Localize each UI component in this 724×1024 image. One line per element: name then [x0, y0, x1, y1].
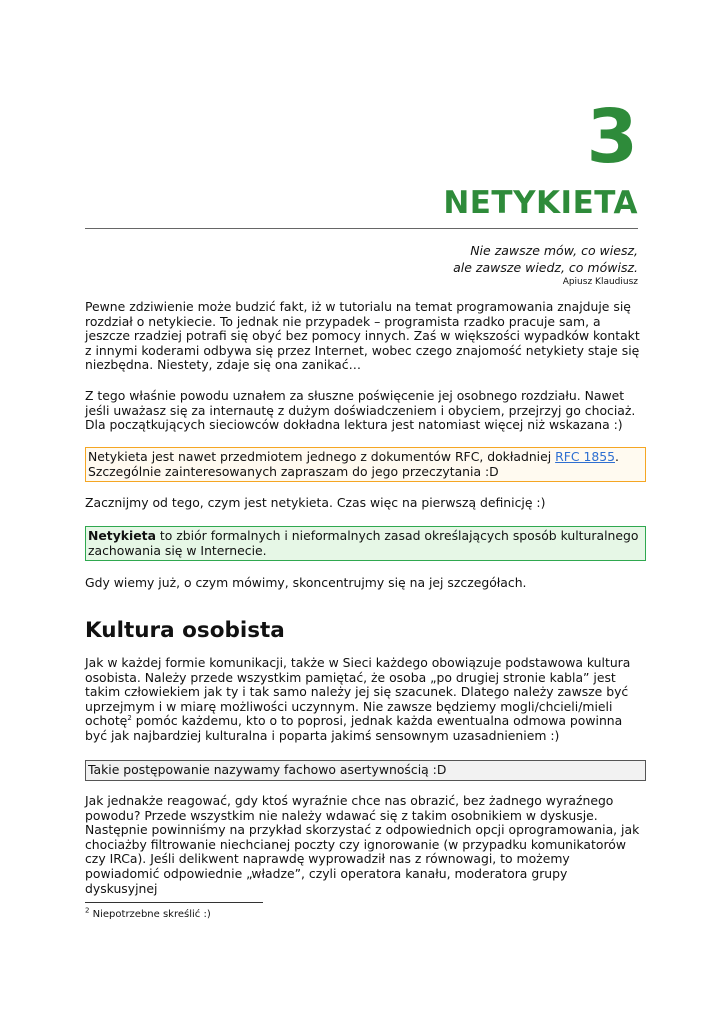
rfc-note-text-1: Netykieta jest nawet przedmiotem jednego z dokumentów RFC, dokładniej — [88, 449, 556, 464]
footnote-mark: 2 — [85, 906, 90, 915]
assertiveness-box: Takie postępowanie nazywamy fachowo asertywnością :D — [85, 760, 646, 781]
epigraph-line-2: ale zawsze wiedz, co mówisz. — [453, 260, 638, 275]
reason-paragraph: Z tego właśnie powodu uznałem za słuszne poświęcenie jej osobnego rozdziału. Nawet jeśli uważasz się za internautę z dużym doświadczeniem i obyciem, przejrzyj go chociaż. Dla początkujących sieciowców dokładna lektura jest natomiast więcej niż wskazana :) — [85, 388, 636, 433]
culture-text-1: Jak w każdej formie komunikacji, także w Sieci każdego obowiązuje podstawowa kultura osobista. Należy przede wszystkim pamiętać, że osoba „po drugiej stronie kabla” jest takim człowiekiem jak ty i tak samo należy jej się szacunek. Dlatego należy zawsze być uprzejmym i w miarę możliwości uczynnym. Nie zawsze będziemy mogli/chcieli/mieli ochotę — [85, 655, 631, 729]
intro-paragraph: Pewne zdziwienie może budzić fakt, iż w tutorialu na temat programowania znajduje się rozdział o netykiecie. To jednak nie przypadek – programista rzadko pracuje sam, a jeszcze rzadziej potrafi się obyć bez pomocy innych. Zaś w większości wypadków kontakt z innymi koderami odbywa się przez Internet, wobec czego znajomość netykiety staje się niezbędna. Niestety, zdaje się ona zanikać… — [85, 299, 640, 373]
title-divider — [85, 228, 638, 229]
epigraph-line-1: Nie zawsze mów, co wiesz, — [470, 243, 638, 258]
transition-paragraph: Gdy wiemy już, o czym mówimy, skoncentrujmy się na jej szczegółach. — [85, 575, 527, 590]
footnote-ref[interactable]: 2 — [127, 714, 132, 723]
chapter-number: 3 — [586, 94, 638, 180]
rfc-note-box — [85, 447, 646, 482]
section-heading: Kultura osobista — [85, 618, 285, 643]
footnote-text: Niepotrzebne skreślić :) — [89, 909, 211, 920]
culture-paragraph — [85, 656, 641, 744]
definition-text: to zbiór formalnych i nieformalnych zasad określających sposób kulturalnego zachowania się w Internecie. — [88, 528, 639, 558]
definition-intro-paragraph: Zacznijmy od tego, czym jest netykieta. Czas więc na pierwszą definicję :) — [85, 495, 546, 510]
footnote — [85, 908, 211, 921]
rfc-note-text-2: . Szczególnie zainteresowanych zapraszam do jego przeczytania :D — [88, 449, 619, 479]
footnote-divider — [85, 902, 263, 903]
reaction-paragraph: Jak jednakże reagować, gdy ktoś wyraźnie chce nas obrazić, bez żadnego wyraźnego powodu? Przede wszystkim nie należy wdawać się z takim osobnikiem w dyskusje. Następnie powinniśmy na przykład skorzystać z odpowiednich opcji oprogramowania, jak chociażby filtrowanie niechcianej poczty czy ignorowanie (w przypadku komunikatorów czy IRCa). Jeśli delikwent naprawdę wyprowadził nas z równowagi, to możemy powiadomić odpowiednie „władze”, czyli operatora kanału, moderatora grupy dyskusyjnej — [85, 793, 640, 896]
rfc-1855-link[interactable]: RFC 1855 — [555, 449, 615, 464]
culture-text-2: pomóc każdemu, kto o to poprosi, jednak każda ewentualna odmowa powinna być jak najbardziej kulturalna i poparta jakimś sensownym uzasadnieniem :) — [85, 713, 623, 743]
definition-box — [85, 526, 646, 561]
epigraph-author: Apiusz Klaudiusz — [562, 277, 638, 287]
chapter-title: NETYKIETA — [443, 185, 638, 221]
definition-term: Netykieta — [88, 528, 156, 543]
epigraph — [453, 242, 638, 288]
